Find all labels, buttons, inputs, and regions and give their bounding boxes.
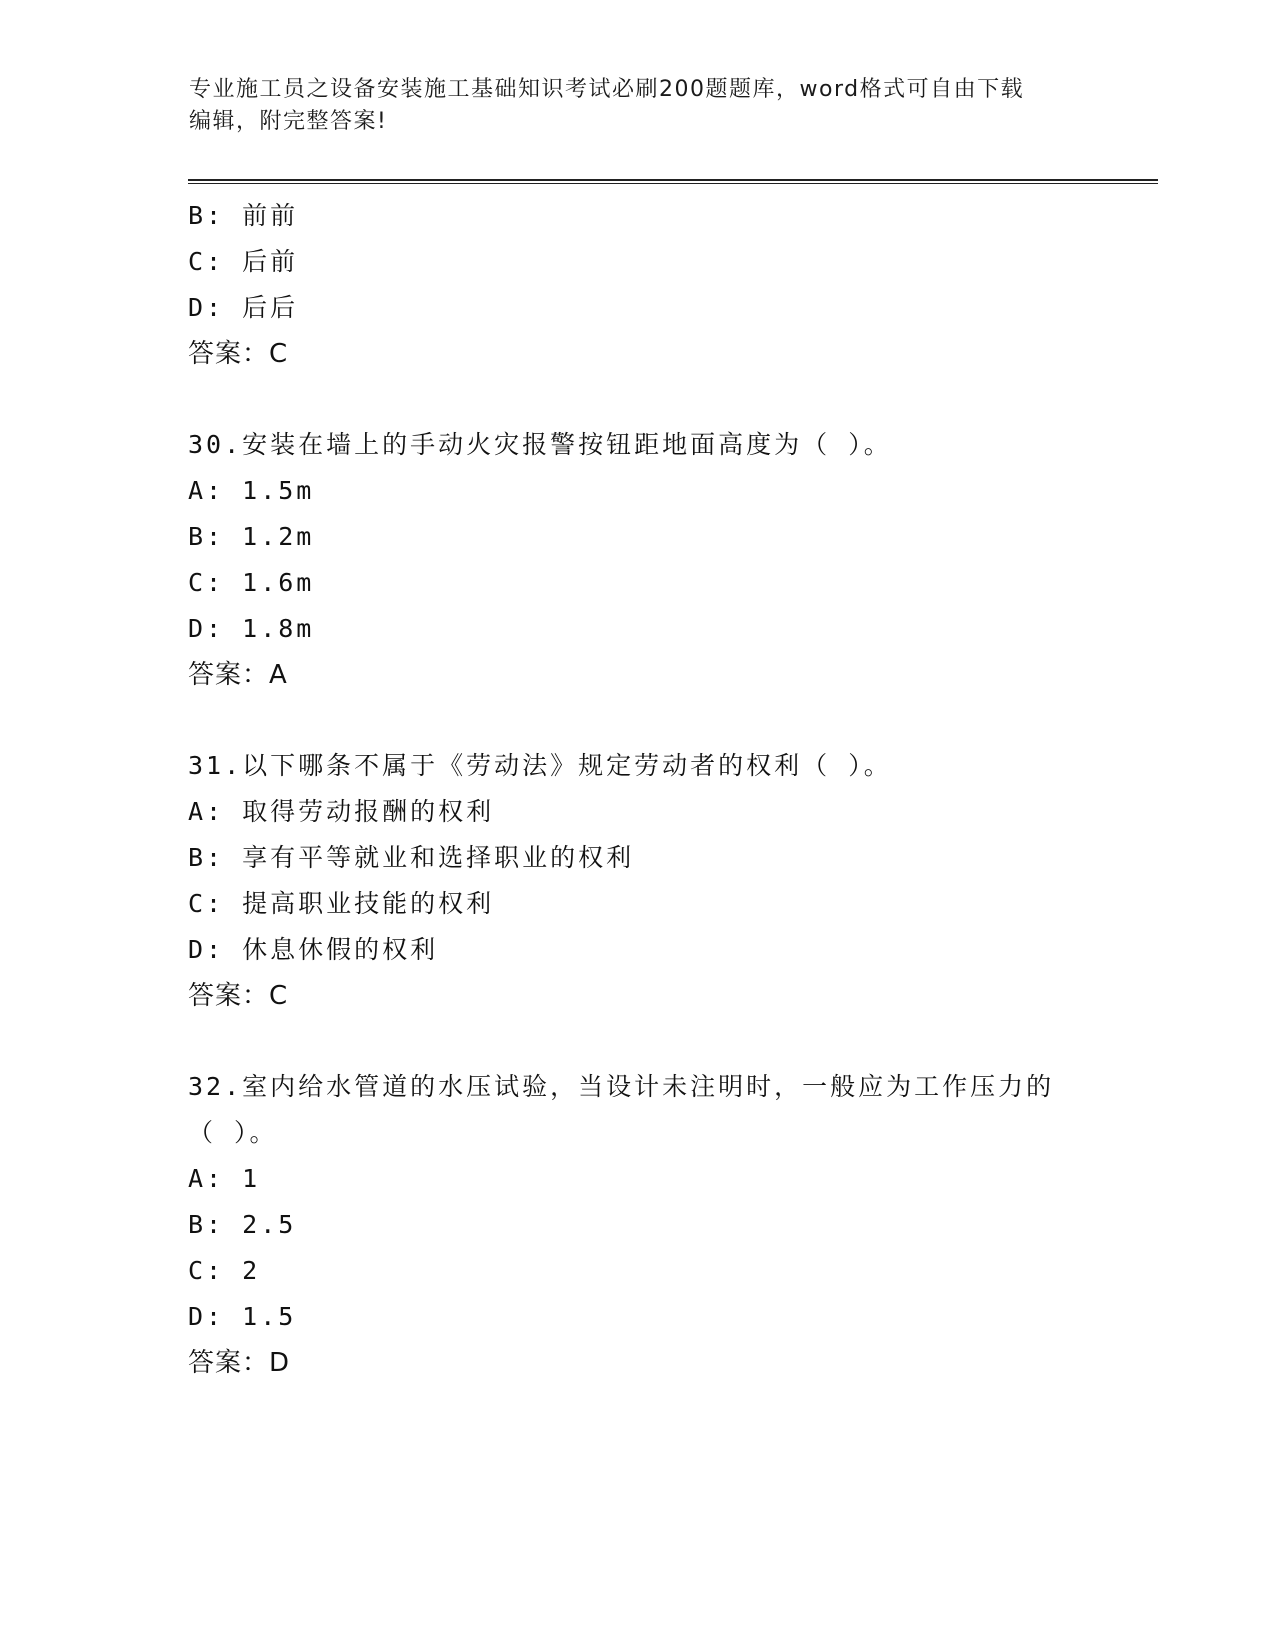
option-c: C: 后前 [188, 247, 299, 276]
answer-line: 答案：C [188, 339, 289, 369]
question-31 [188, 743, 1148, 1019]
option-c: C: 2 [188, 1256, 261, 1285]
option-a: A: 1 [188, 1164, 261, 1193]
document-header [189, 74, 1089, 138]
option-c: C: 1.6m [188, 568, 315, 597]
option-a: A: 取得劳动报酬的权利 [188, 797, 495, 826]
header-title-line-1: 专业施工员之设备安装施工基础知识考试必刷200题题库，word格式可自由下载 [189, 77, 1025, 102]
question-stem-line-1: 32.室内给水管道的水压试验，当设计未注明时，一般应为工作压力的 [188, 1072, 1055, 1101]
question-stem: 31.以下哪条不属于《劳动法》规定劳动者的权利（ ）。 [188, 751, 892, 780]
option-b: B: 享有平等就业和选择职业的权利 [188, 843, 635, 872]
option-d: D: 1.8m [188, 614, 315, 643]
option-b: B: 前前 [188, 201, 299, 230]
answer-line: 答案：D [188, 1348, 291, 1378]
option-d: D: 1.5 [188, 1302, 297, 1331]
question-stem-line-2: （ ）。 [188, 1118, 278, 1147]
option-b: B: 2.5 [188, 1210, 297, 1239]
question-list [188, 193, 1148, 1386]
question-30 [188, 422, 1148, 698]
question-29-tail [188, 193, 1148, 377]
question-stem: 30.安装在墙上的手动火灾报警按钮距地面高度为（ ）。 [188, 430, 892, 459]
option-a: A: 1.5m [188, 476, 315, 505]
answer-line: 答案：C [188, 981, 289, 1011]
header-divider-thin [188, 183, 1158, 184]
option-d: D: 后后 [188, 293, 299, 322]
header-title-line-2: 编辑，附完整答案! [189, 109, 388, 134]
question-32 [188, 1064, 1148, 1386]
option-d: D: 休息休假的权利 [188, 935, 439, 964]
option-b: B: 1.2m [188, 522, 315, 551]
header-divider [188, 179, 1158, 181]
answer-line: 答案：A [188, 660, 288, 690]
option-c: C: 提高职业技能的权利 [188, 889, 495, 918]
